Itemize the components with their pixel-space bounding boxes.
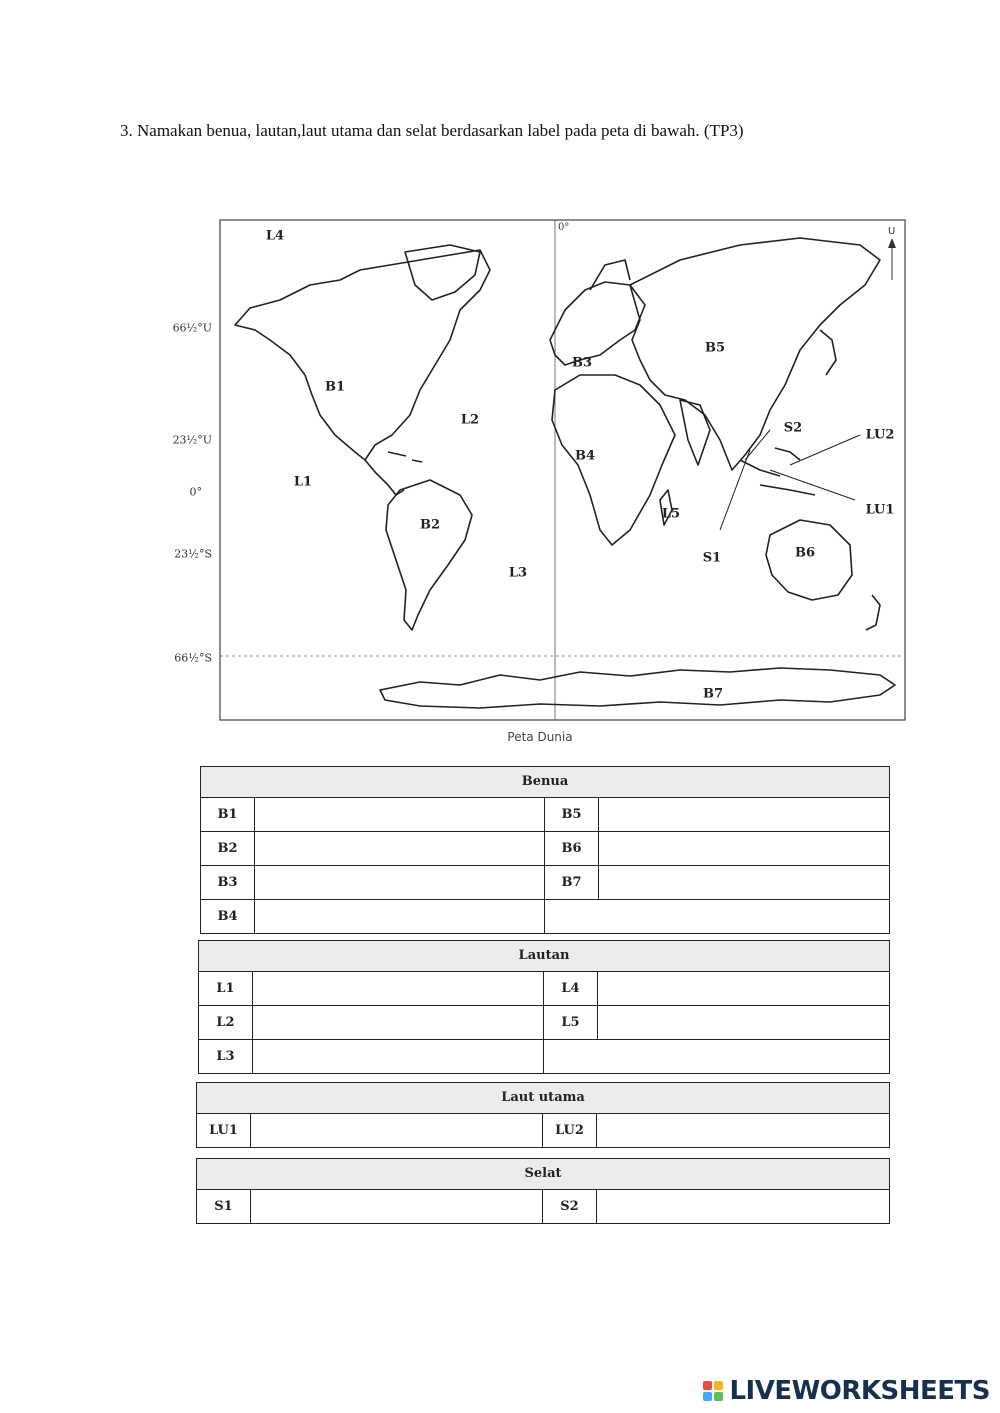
answer-field-b3[interactable]: [255, 866, 544, 899]
world-map: [160, 190, 920, 750]
answer-field-b6[interactable]: [599, 832, 889, 865]
table-row: [197, 1190, 889, 1223]
table-selat-title: Selat: [197, 1159, 889, 1190]
row-code: L1: [199, 972, 253, 1005]
row-code: B5: [545, 798, 599, 831]
liveworksheets-logo: [703, 1376, 990, 1406]
answer-field-l1[interactable]: [253, 972, 543, 1005]
map-frame: [220, 220, 905, 720]
map-label-l3: L3: [508, 565, 528, 581]
row-code: B1: [201, 798, 255, 831]
table-row: [197, 1114, 889, 1147]
latitude-tropic-of-capricorn: 23½°S: [174, 547, 212, 561]
answer-field-b2[interactable]: [255, 832, 544, 865]
table-benua: [200, 766, 890, 934]
row-code: B3: [201, 866, 255, 899]
row-code: S1: [197, 1190, 251, 1223]
row-code: LU1: [197, 1114, 251, 1147]
answer-field-lu1[interactable]: [251, 1114, 542, 1147]
answer-field-l2[interactable]: [253, 1006, 543, 1039]
answer-field-b1[interactable]: [255, 798, 544, 831]
map-caption: Peta Dunia: [507, 730, 573, 744]
latitude-arctic-circle: 66½°U: [172, 321, 212, 335]
map-label-b5: B5: [704, 340, 726, 356]
row-code: B4: [201, 900, 255, 933]
table-row: [201, 865, 889, 899]
answer-field-l4[interactable]: [598, 972, 889, 1005]
answer-field-b5[interactable]: [599, 798, 889, 831]
answer-field-b4[interactable]: [255, 900, 544, 933]
meridian-label: 0°: [558, 222, 570, 233]
logo-square-yellow: [714, 1381, 723, 1390]
row-code: B7: [545, 866, 599, 899]
table-row: [201, 798, 889, 831]
map-label-lu2: LU2: [865, 427, 895, 443]
answer-field-b7[interactable]: [599, 866, 889, 899]
map-label-b2: B2: [419, 517, 441, 533]
row-code: L4: [544, 972, 598, 1005]
answer-field-s1[interactable]: [251, 1190, 542, 1223]
logo-square-green: [714, 1392, 723, 1401]
map-label-s1: S1: [702, 550, 722, 566]
row-code: B2: [201, 832, 255, 865]
answer-field-l5[interactable]: [598, 1006, 889, 1039]
table-row: [199, 1005, 889, 1039]
row-code: L5: [544, 1006, 598, 1039]
question-text: 3. Namakan benua, lautan,laut utama dan selat berdasarkan label pada peta di bawah. (TP3): [120, 121, 744, 140]
table-lautan: [198, 940, 890, 1074]
table-selat: [196, 1158, 890, 1224]
table-laut-utama-title: Laut utama: [197, 1083, 889, 1114]
latitude-antarctic-circle: 66½°S: [174, 651, 212, 665]
table-benua-title: Benua: [201, 767, 889, 798]
map-label-l5: L5: [661, 506, 681, 522]
latitude-tropic-of-cancer: 23½°U: [172, 433, 212, 447]
table-row: [201, 899, 889, 933]
row-code: LU2: [543, 1114, 597, 1147]
logo-text: LIVEWORKSHEETS: [729, 1376, 990, 1406]
table-lautan-title: Lautan: [199, 941, 889, 972]
north-label: U: [888, 226, 896, 237]
map-label-b7: B7: [702, 686, 724, 702]
logo-mark-icon: [703, 1381, 723, 1401]
map-label-l1: L1: [293, 474, 313, 490]
map-label-b6: B6: [794, 545, 816, 561]
logo-square-blue: [703, 1392, 712, 1401]
map-label-l4: L4: [265, 228, 285, 244]
table-row: [199, 972, 889, 1005]
row-code: S2: [543, 1190, 597, 1223]
map-label-s2: S2: [783, 420, 803, 436]
table-row: [199, 1039, 889, 1073]
row-code: B6: [545, 832, 599, 865]
answer-field-lu2[interactable]: [597, 1114, 889, 1147]
map-label-b1: B1: [324, 379, 346, 395]
map-label-b3: B3: [571, 355, 593, 371]
row-code: L2: [199, 1006, 253, 1039]
latitude-equator: 0°: [189, 485, 202, 499]
row-code: L3: [199, 1040, 253, 1073]
answer-field-l3[interactable]: [253, 1040, 543, 1073]
table-row: [201, 831, 889, 865]
map-label-lu1: LU1: [865, 502, 895, 518]
map-label-b4: B4: [574, 448, 596, 464]
table-laut-utama: [196, 1082, 890, 1148]
world-map-drawing: [160, 190, 920, 750]
answer-field-s2[interactable]: [597, 1190, 889, 1223]
map-label-l2: L2: [460, 412, 480, 428]
logo-square-red: [703, 1381, 712, 1390]
